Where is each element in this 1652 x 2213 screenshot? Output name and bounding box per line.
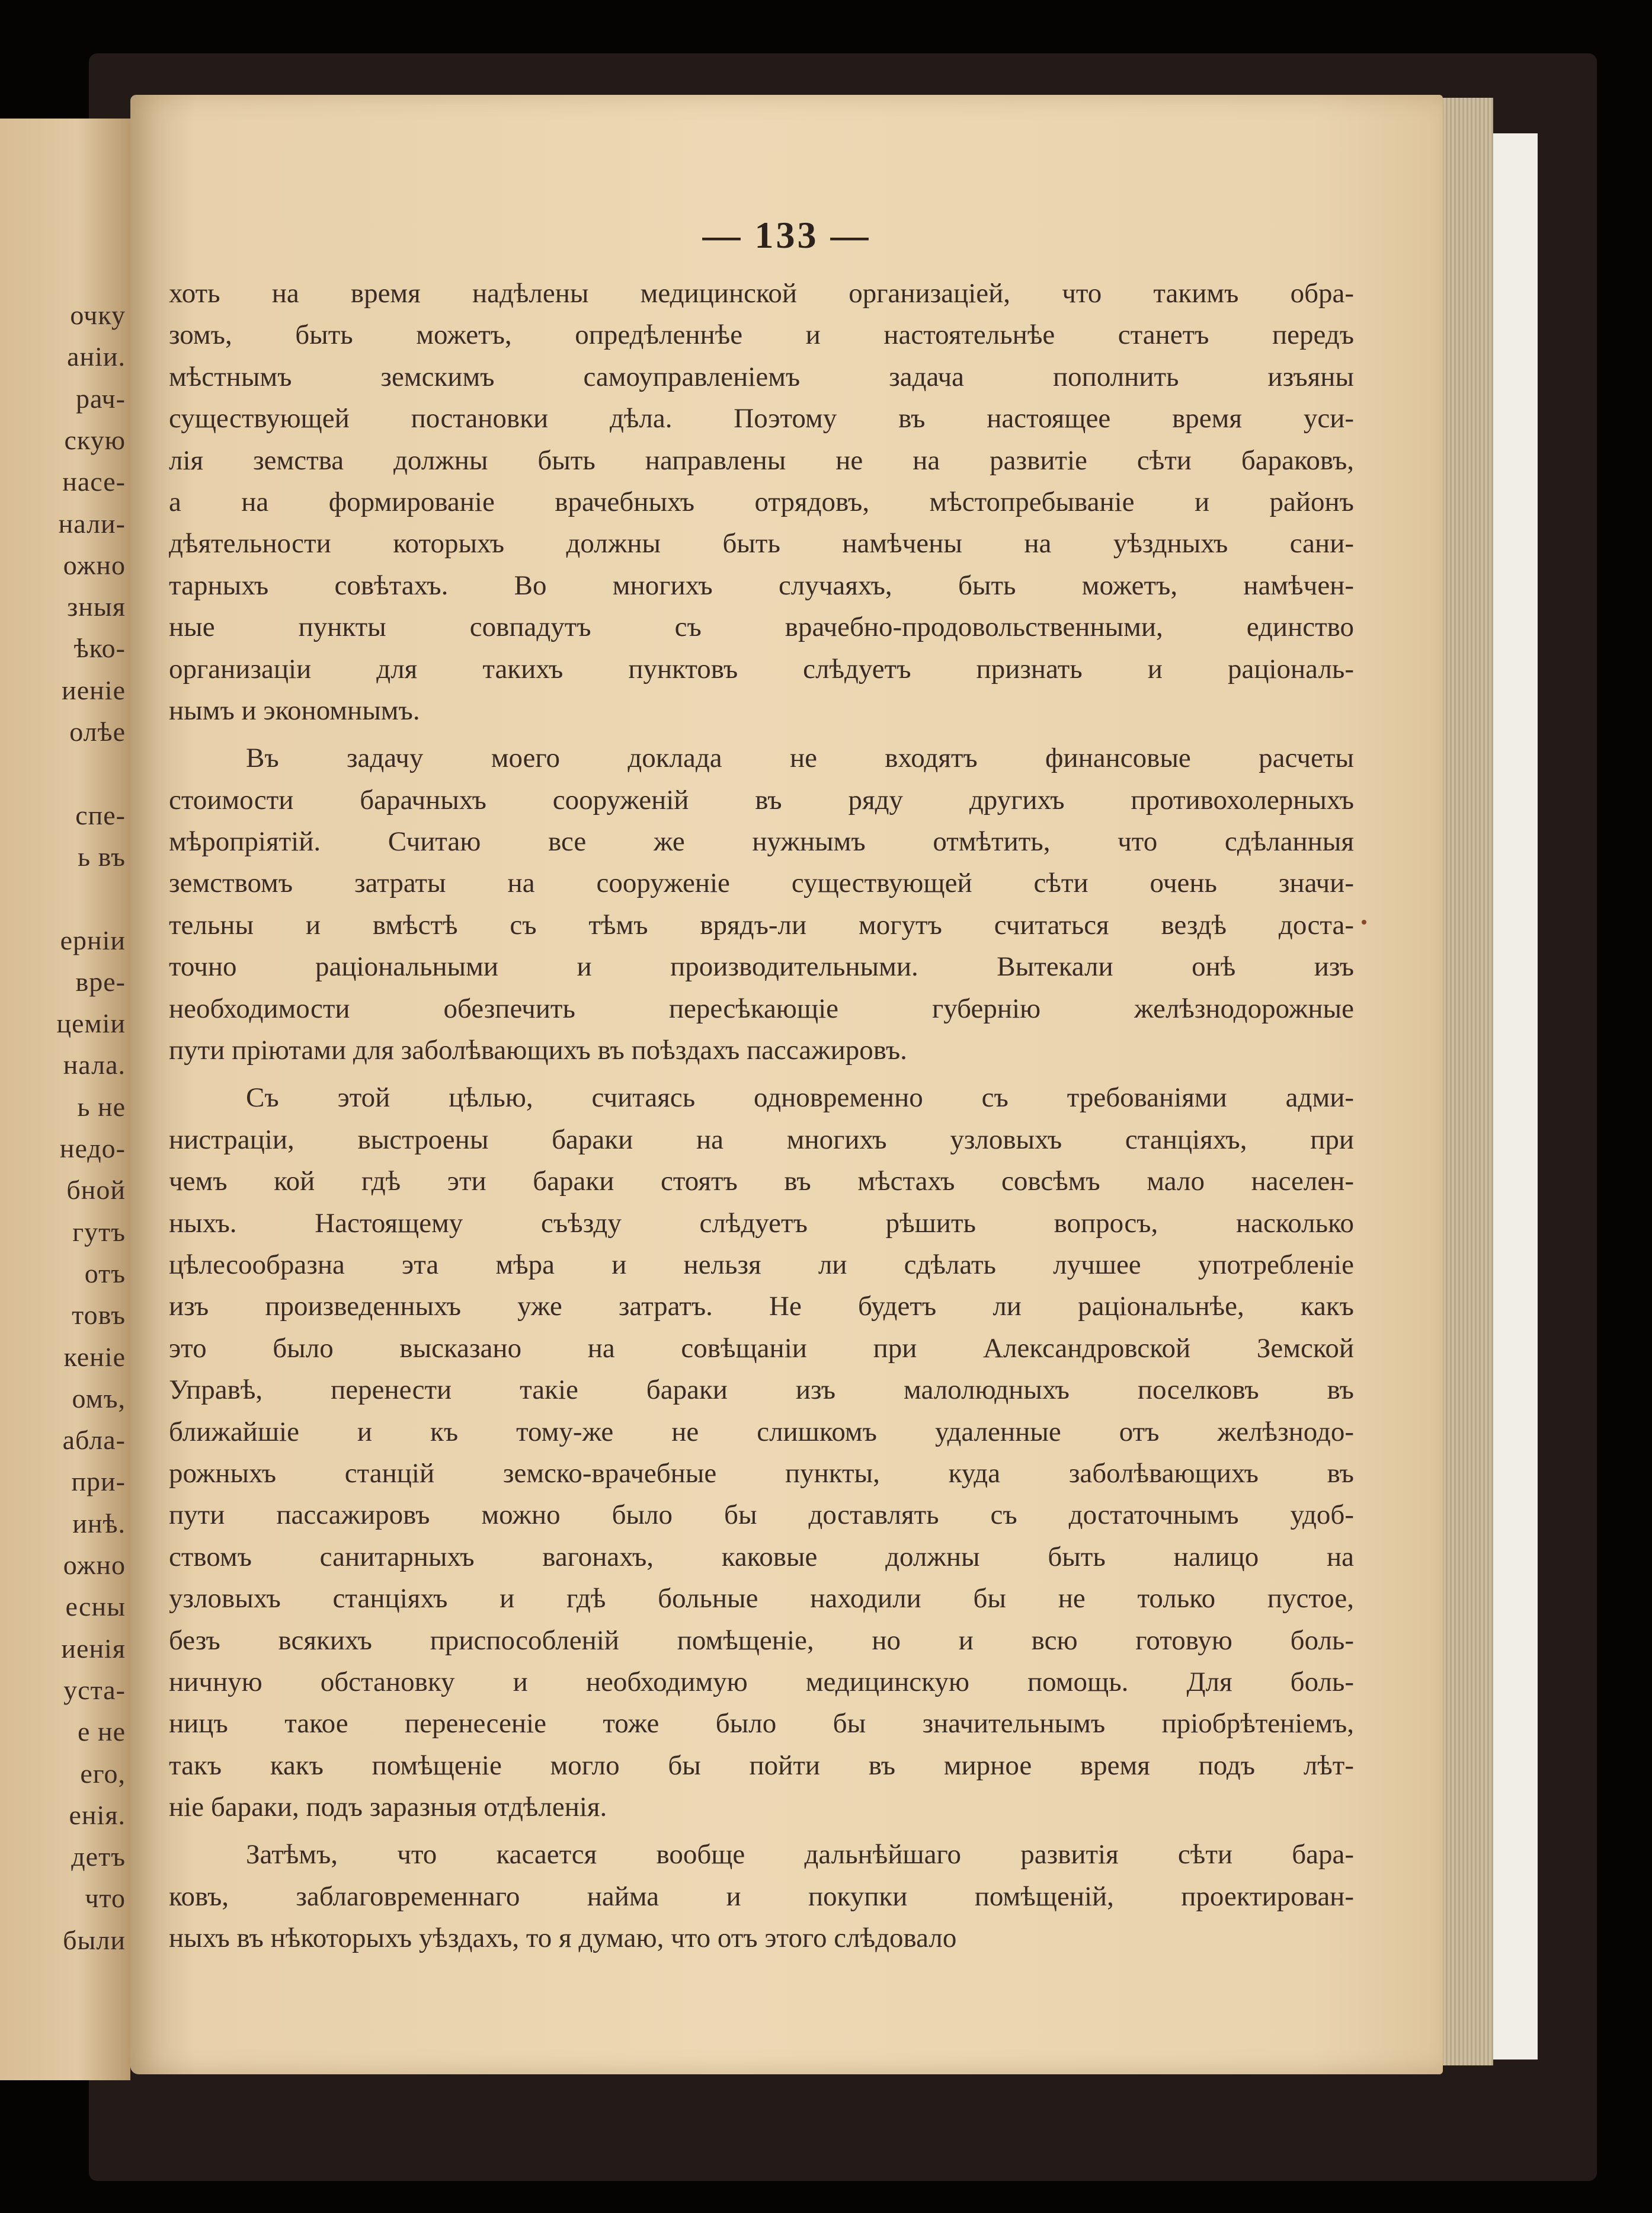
text-line: организаціи для такихъ пунктовъ слѣдуетъ признать и раціональ- — [169, 653, 1354, 685]
text-line: ные пункты совпадутъ съ врачебно-продовольственными, единство — [169, 612, 1354, 643]
text-line: Управѣ, перенести такіе бараки изъ малолюдныхъ поселковъ въ — [169, 1374, 1354, 1406]
left-page-fragment: нали- — [58, 508, 126, 539]
text-line: зомъ, быть можетъ, опредѣленнѣе и настоятельнѣе станетъ передъ — [169, 319, 1354, 351]
left-page-fragment: зныя — [67, 591, 126, 622]
text-line: ныхъ въ нѣкоторыхъ уѣздахъ, то я думаю, что отъ этого слѣдовало — [169, 1923, 957, 1954]
left-page-fragment: бной — [66, 1175, 126, 1205]
left-page-fragment: были — [63, 1924, 126, 1955]
left-page-fragment: ерніи — [60, 925, 126, 955]
text-line: существующей постановки дѣла. Поэтому въ настоящее время уси- — [169, 403, 1354, 434]
left-page-fragment: ожно — [63, 1550, 126, 1580]
text-line: ничную обстановку и необходимую медицинскую помощь. Для боль- — [169, 1666, 1354, 1697]
text-line: чемъ кой гдѣ эти бараки стоятъ въ мѣстахъ совсѣмъ мало населен- — [169, 1166, 1354, 1197]
left-page-fragment: ѣко- — [73, 633, 126, 664]
text-line: мѣропріятій. Считаю все же нужнымъ отмѣтить, что сдѣланныя — [169, 826, 1354, 858]
left-page-fragment: ожно — [63, 549, 126, 580]
ink-spot — [1362, 920, 1366, 925]
left-page-fragment: аніи. — [67, 341, 126, 372]
left-page-fragment: товъ — [72, 1300, 126, 1331]
text-line: пути пассажировъ можно было бы доставлять съ достаточнымъ удоб- — [169, 1499, 1354, 1531]
text-line: лія земства должны быть направлены не на развитіе сѣти бараковъ, — [169, 444, 1354, 476]
text-line: нымъ и экономнымъ. — [169, 695, 420, 726]
left-page — [0, 119, 130, 2080]
text-line: безъ всякихъ приспособленій помѣщеніе, но и всю готовую боль- — [169, 1624, 1354, 1656]
text-line: Въ задачу моего доклада не входятъ финансовые расчеты — [246, 743, 1354, 774]
text-line: земствомъ затраты на сооруженіе существующей сѣти очень значи- — [169, 868, 1354, 899]
left-page-fragment: олѣе — [69, 717, 126, 747]
left-page-fragment: очку — [70, 300, 126, 330]
text-line: такъ какъ помѣщеніе могло бы пойти въ мирное время подъ лѣт- — [169, 1750, 1354, 1781]
text-line: ствомъ санитарныхъ вагонахъ, каковые должны быть налицо на — [169, 1541, 1354, 1572]
left-page-fragment: спе- — [75, 800, 126, 830]
left-page-fragment: кеніе — [63, 1341, 126, 1372]
left-page-fragment: при- — [71, 1466, 126, 1497]
text-line: тарныхъ совѣтахъ. Во многихъ случаяхъ, быть можетъ, намѣчен- — [169, 570, 1354, 601]
text-line: цѣлесообразна эта мѣра и нельзя ли сдѣлать лучшее употребленіе — [169, 1249, 1354, 1280]
left-page-fragment: недо- — [59, 1133, 126, 1163]
left-page-fragment: инѣ. — [72, 1508, 126, 1539]
text-line: стоимости барачныхъ сооруженій въ ряду другихъ противохолерныхъ — [169, 784, 1354, 816]
text-line: дѣятельности которыхъ должны быть намѣчены на уѣздныхъ сани- — [169, 528, 1354, 559]
left-page-fragment: его, — [80, 1758, 126, 1789]
left-page-fragment: вре- — [75, 966, 126, 997]
text-line: узловыхъ станціяхъ и гдѣ больные находили бы не только пустое, — [169, 1583, 1354, 1614]
text-line: это было высказано на совѣщаніи при Александровской Земской — [169, 1332, 1354, 1364]
text-line: мѣстнымъ земскимъ самоуправленіемъ задача пополнить изъяны — [169, 361, 1354, 392]
left-page-fragment: иеніе — [62, 674, 126, 705]
text-line: ближайшіе и къ тому-же не слишкомъ удаленные отъ желѣзнодо- — [169, 1416, 1354, 1447]
left-page-fragment: ь въ — [78, 841, 126, 872]
text-line: ніе бараки, подъ заразныя отдѣленія. — [169, 1792, 607, 1823]
left-page-fragment: абла- — [62, 1425, 126, 1456]
left-page-fragment: омъ, — [72, 1383, 126, 1413]
page-number: — 133 — — [702, 214, 871, 256]
left-page-fragment: что — [85, 1883, 126, 1914]
right-page — [130, 95, 1443, 2074]
text-line: пути пріютами для заболѣвающихъ въ поѣздахъ пассажировъ. — [169, 1035, 907, 1066]
body-text — [169, 273, 1354, 1959]
text-line: ницъ такое перенесеніе тоже было бы значительнымъ пріобрѣтеніемъ, — [169, 1708, 1354, 1739]
left-page-fragment: енія. — [69, 1799, 126, 1830]
text-line: Съ этой цѣлью, считаясь одновременно съ требованіями адми- — [246, 1082, 1354, 1114]
left-page-fragment: ь не — [77, 1091, 126, 1122]
text-line: ковъ, заблаговременнаго найма и покупки помѣщеній, проектирован- — [169, 1881, 1354, 1912]
left-page-fragment: уста- — [63, 1674, 126, 1705]
text-line: а на формированіе врачебныхъ отрядовъ, мѣстопребываніе и районъ — [169, 486, 1354, 517]
text-line: Затѣмъ, что касается вообще дальнѣйшаго развитія сѣти бара- — [246, 1839, 1354, 1870]
left-page-fragment: рач- — [75, 383, 126, 414]
text-line: изъ произведенныхъ уже затратъ. Не будетъ ли раціональнѣе, какъ — [169, 1291, 1354, 1322]
text-line: нистраціи, выстроены бараки на многихъ узловыхъ станціяхъ, при — [169, 1124, 1354, 1155]
left-page-fragment: цеміи — [56, 1008, 126, 1039]
text-line: хоть на время надѣлены медицинской организаціей, что такимъ обра- — [169, 278, 1354, 309]
text-line: рожныхъ станцій земско-врачебные пункты, куда заболѣвающихъ въ — [169, 1457, 1354, 1489]
left-page-fragment: насе- — [62, 466, 126, 497]
left-page-fragment: гутъ — [72, 1216, 126, 1247]
left-page-fragment: иенія — [61, 1633, 126, 1664]
left-page-fragment: е не — [78, 1716, 126, 1747]
text-line: необходимости обезпечить пересѣкающіе губернію желѣзнодорожные — [169, 993, 1354, 1024]
left-page-fragment: нала. — [63, 1050, 126, 1080]
left-page-fragment: скую — [64, 424, 126, 455]
text-line: тельны и вмѣстѣ съ тѣмъ врядъ-ли могутъ считаться вездѣ доста- — [169, 909, 1354, 941]
left-page-fragment: детъ — [71, 1841, 126, 1872]
text-line: ныхъ. Настоящему съѣзду слѣдуетъ рѣшить вопросъ, насколько — [169, 1207, 1354, 1239]
left-page-fragment: есны — [65, 1591, 126, 1622]
text-line: точно раціональными и производительными. Вытекали онѣ изъ — [169, 951, 1354, 983]
left-page-fragment: отъ — [84, 1258, 126, 1288]
